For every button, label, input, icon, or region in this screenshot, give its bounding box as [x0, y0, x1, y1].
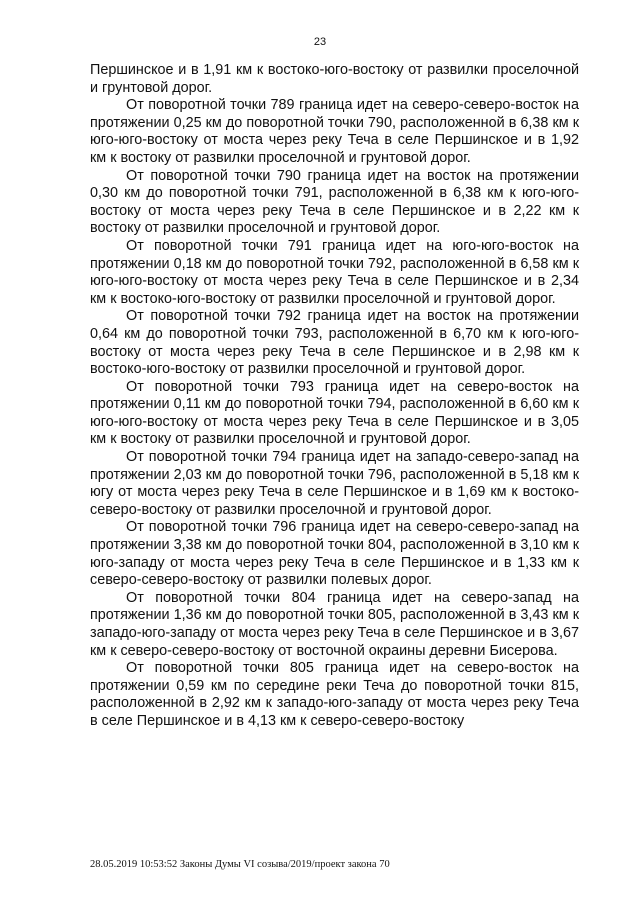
document-body [90, 62, 579, 731]
paragraph: От поворотной точки 792 граница идет на восток на протяжении 0,64 км до поворотной точки 793, расположенной в 6,70 км к юго-юго-востоку от моста через реку Теча в селе Першинское и в 2,98 км к востоко-юго-востоку от развилки проселочной и грунтовой дорог. [90, 308, 579, 378]
paragraph: От поворотной точки 789 граница идет на северо-северо-восток на протяжении 0,25 км до поворотной точки 790, расположенной в 6,38 км к юго-юго-востоку от моста через реку Теча в селе Першинское и в 1,92 км к востоку от развилки проселочной и грунтовой дорог. [90, 97, 579, 166]
paragraph: От поворотной точки 791 граница идет на юго-юго-восток на протяжении 0,18 км до поворотной точки 792, расположенной в 6,58 км к юго-юго-востоку от моста через реку Теча в селе Першинское и в 2,34 км к востоко-юго-востоку от развилки проселочной и грунтовой дорог. [90, 237, 579, 307]
paragraph: Першинское и в 1,91 км к востоко-юго-востоку от развилки проселочной и грунтовой дорог. [90, 62, 579, 96]
paragraph: От поворотной точки 805 граница идет на северо-восток на протяжении 0,59 км по середине реки Теча до поворотной точки 815, расположенной в 2,92 км к западо-юго-западу от моста через реку Теча в селе Першинское и в 4,13 км к северо-северо-востоку [90, 660, 579, 729]
paragraph: От поворотной точки 793 граница идет на северо-восток на протяжении 0,11 км до поворотной точки 794, расположенной в 6,60 км к юго-юго-востоку от моста через реку Теча в селе Першинское и в 3,05 км к востоку от развилки проселочной и грунтовой дорог. [90, 378, 579, 448]
paragraph: От поворотной точки 794 граница идет на западо-северо-запад на протяжении 2,03 км до поворотной точки 796, расположенной в 5,18 км к югу от моста через реку Теча в селе Першинское и в 1,69 км к востоко-северо-востоку от развилки проселочной и грунтовой дорог. [90, 449, 579, 518]
paragraph: От поворотной точки 796 граница идет на северо-северо-запад на протяжении 3,38 км до поворотной точки 804, расположенной в 3,10 км к юго-западу от моста через реку Теча в селе Першинское и в 1,33 км к северо-северо-востоку от развилки полевых дорог. [90, 519, 579, 589]
footer-stamp: 28.05.2019 10:53:52 Законы Думы VI созыва/2019/проект закона 70 [90, 859, 390, 870]
paragraph: От поворотной точки 790 граница идет на восток на протяжении 0,30 км до поворотной точки 791, расположенной в 6,38 км к юго-юго-востоку от моста через реку Теча в селе Першинское и в 2,22 км к востоку от развилки проселочной и грунтовой дорог. [90, 167, 579, 237]
page-number: 23 [313, 36, 327, 48]
paragraph: От поворотной точки 804 граница идет на северо-запад на протяжении 1,36 км до поворотной точки 805, расположенной в 3,43 км к западо-юго-западу от моста через реку Теча в селе Першинское и в 3,67 км к северо-северо-востоку от восточной окраины деревни Бисерова. [90, 589, 579, 659]
